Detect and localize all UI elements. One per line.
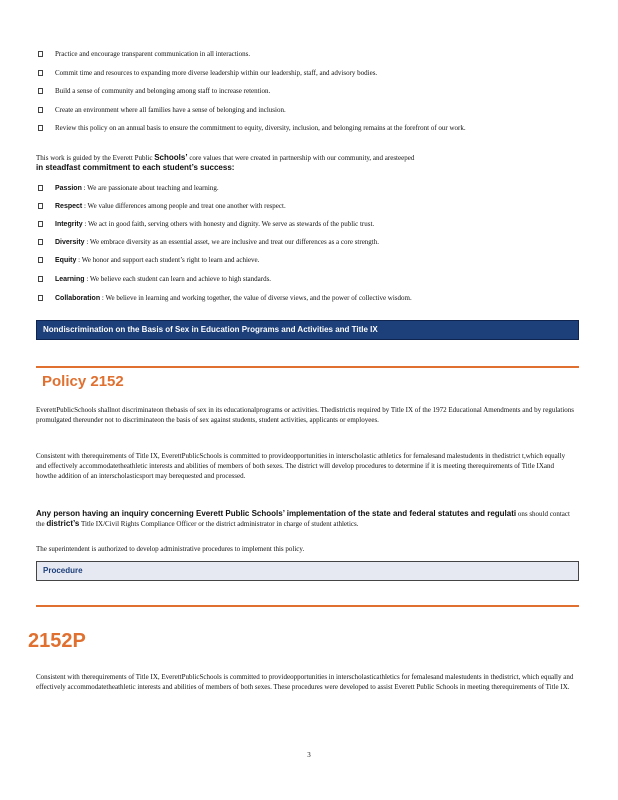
checkbox-bullet-icon (38, 51, 43, 57)
superintendent-paragraph: The superintendent is authorized to develop administrative procedures to implement this policy. (36, 545, 305, 553)
procedure-title: 2152P (28, 630, 86, 652)
bullet-item: Review this policy on an annual basis to ensure the commitment to equity, diversity, inclusion, and belonging remains at the forefront of our work. (38, 124, 568, 133)
checkbox-bullet-icon (38, 203, 43, 209)
core-values-intro: This work is guided by the Everett Public Schools’ core values that were created in partnership with our community, and aresteeped in steadfast commitment to each student’s success: (36, 153, 415, 172)
value-item: Collaboration : We believe in learning and working together, the value of diverse views, and the power of collective wisdom. (38, 294, 568, 303)
checkbox-bullet-icon (38, 276, 43, 282)
checkbox-bullet-icon (38, 257, 43, 263)
policy-paragraph: Consistent with therequirements of Title IX, EverettPublicSchools is committed to provideopportunities in interscholastic athletics for femalesand malestudents in thedistrict t,which equally and effectively accommodatetheathletic interests and abilities of members of both sexes. The district will develop procedures to determine if it is meeting therequirements of Title IXand howthe addition of an interscholasticsport may berequested and processed. (36, 452, 566, 480)
policy-title: Policy 2152 (42, 373, 124, 390)
value-item: Learning : We believe each student can learn and achieve to high standards. (38, 275, 568, 284)
checkbox-bullet-icon (38, 70, 43, 76)
value-item: Passion : We are passionate about teaching and learning. (38, 184, 568, 193)
checkbox-bullet-icon (38, 125, 43, 131)
checkbox-bullet-icon (38, 88, 43, 94)
page-number: 3 (307, 751, 311, 759)
checkbox-bullet-icon (38, 295, 43, 301)
bullet-item: Create an environment where all families have a sense of belonging and inclusion. (38, 106, 568, 115)
value-item: Diversity : We embrace diversity as an essential asset, we are inclusive and treat our differences as a core strength. (38, 238, 568, 247)
checkbox-bullet-icon (38, 239, 43, 245)
policy-paragraph: EverettPublicSchools shallnot discriminateon thebasis of sex in its educationalprograms or activities. Thedistrictis required by Title IX of the 1972 Educational Amendments and by regulations promulgated thereunder not to discriminateon the basis of sex against students, student activities, applicants or employees. (36, 406, 574, 424)
bullet-item: Practice and encourage transparent communication in all interactions. (38, 50, 568, 59)
bullet-item: Build a sense of community and belonging among staff to increase retention. (38, 87, 568, 96)
procedure-bar: Procedure (36, 561, 579, 581)
value-item: Respect : We value differences among people and treat one another with respect. (38, 202, 568, 211)
checkbox-bullet-icon (38, 221, 43, 227)
section-heading-bar: Nondiscrimination on the Basis of Sex in Education Programs and Activities and Title IX (36, 320, 579, 340)
value-item: Equity : We honor and support each student’s right to learn and achieve. (38, 256, 568, 265)
procedure-paragraph: Consistent with therequirements of Title IX, EverettPublicSchools is committed to provideopportunities in interscholasticathletics for femalesand malestudents in thedistrict, which equally and effectively accommodatetheathletic interests and abilities of members of both sexes. These procedures were developed to assist Everett Public Schools in meeting therequirements of Title IX. (36, 673, 574, 691)
value-item: Integrity : We act in good faith, serving others with honesty and dignity. We serve as stewards of the public trust. (38, 220, 568, 229)
orange-divider (36, 605, 579, 607)
bullet-item: Commit time and resources to expanding more diverse leadership within our leadership, staff, and advisory bodies. (38, 69, 568, 78)
orange-divider (36, 366, 579, 368)
checkbox-bullet-icon (38, 107, 43, 113)
inquiry-paragraph: Any person having an inquiry concerning Everett Public Schools’ implementation of the state and federal statutes and regulati ons should contact the district’s Title IX/Civil Rights Compliance Officer or the district administrator in charge of student athletics. (36, 509, 570, 528)
checkbox-bullet-icon (38, 185, 43, 191)
